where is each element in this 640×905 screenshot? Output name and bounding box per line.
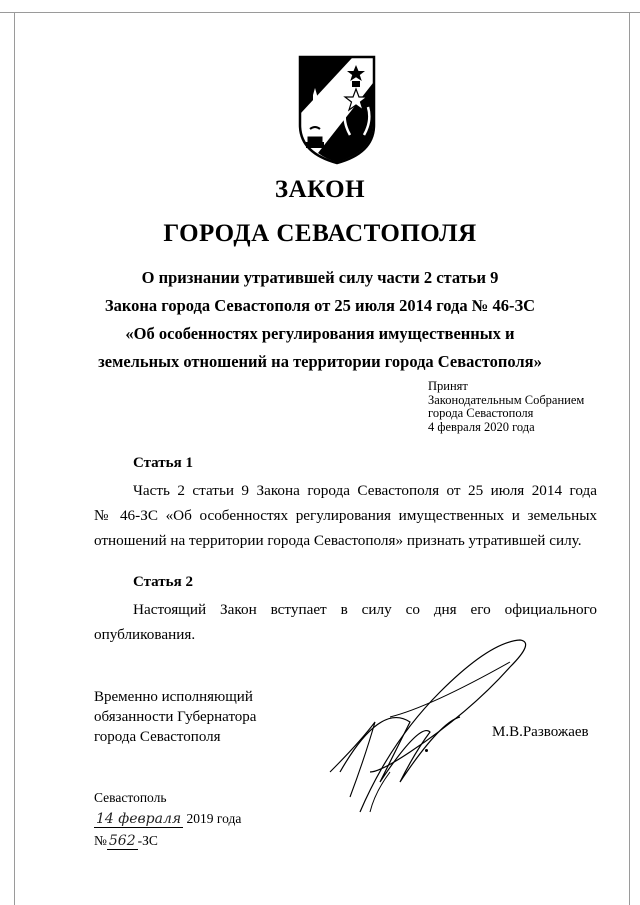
- signatory-position: [94, 687, 256, 747]
- article-line: опубликования.: [94, 626, 196, 643]
- adoption-line: города Севастополя: [428, 406, 534, 421]
- handwritten-date: 14 февраля: [96, 811, 182, 827]
- number-prefix: №: [94, 833, 107, 848]
- adoption-block: [428, 380, 584, 434]
- footer-city: Севастополь: [94, 790, 167, 805]
- document-footer: [94, 787, 241, 852]
- law-title: ЗАКОН: [274, 176, 366, 203]
- subject-line: земельных отношений на территории города Севастополя»: [98, 352, 542, 371]
- position-line: обязанности Губернатора: [94, 709, 257, 725]
- scan-border-left: [14, 12, 15, 905]
- article-line: Часть 2 статьи 9 Закона города Севастополя от 25 июля 2014 года: [133, 482, 597, 499]
- law-subtitle: ГОРОДА СЕВАСТОПОЛЯ: [163, 220, 477, 247]
- adoption-line: Принят: [428, 379, 468, 393]
- article-line: отношений на территории города Севастополя» признать утратившей силу.: [94, 532, 582, 549]
- subject-line: О признании утратившей силу части 2 статьи 9: [141, 268, 499, 287]
- article-line: № 46-ЗС «Об особенностях регулирования имущественных и земельных: [94, 507, 597, 524]
- date-suffix: 2019 года: [186, 811, 242, 826]
- footer-date: [94, 808, 241, 830]
- adoption-date: 4 февраля 2020 года: [428, 419, 535, 434]
- subject-line: Закона города Севастополя от 25 июля 2014 года № 46-ЗС: [104, 296, 536, 315]
- adoption-line: Законодательным Собранием: [428, 392, 585, 407]
- article-line: Настоящий Закон вступает в силу со дня его официального: [133, 601, 597, 618]
- footer-number: [94, 830, 241, 852]
- scan-border-right: [629, 12, 630, 905]
- signature-dot: [425, 749, 428, 752]
- law-subject: [0, 264, 640, 376]
- position-line: города Севастополя: [94, 729, 221, 745]
- scan-border-top: [0, 12, 640, 13]
- article-1-heading: Статья 1: [133, 455, 193, 471]
- sevastopol-coat-of-arms-icon: [296, 55, 378, 165]
- handwritten-number: 562: [108, 833, 136, 849]
- article-2-heading: Статья 2: [133, 574, 193, 590]
- article-1-text: [94, 478, 597, 553]
- signatory-name: М.В.Развожаев: [492, 724, 589, 740]
- position-line: Временно исполняющий: [94, 689, 253, 705]
- subject-line: «Об особенностях регулирования имущественных и: [125, 324, 515, 343]
- number-suffix: -ЗС: [137, 833, 158, 848]
